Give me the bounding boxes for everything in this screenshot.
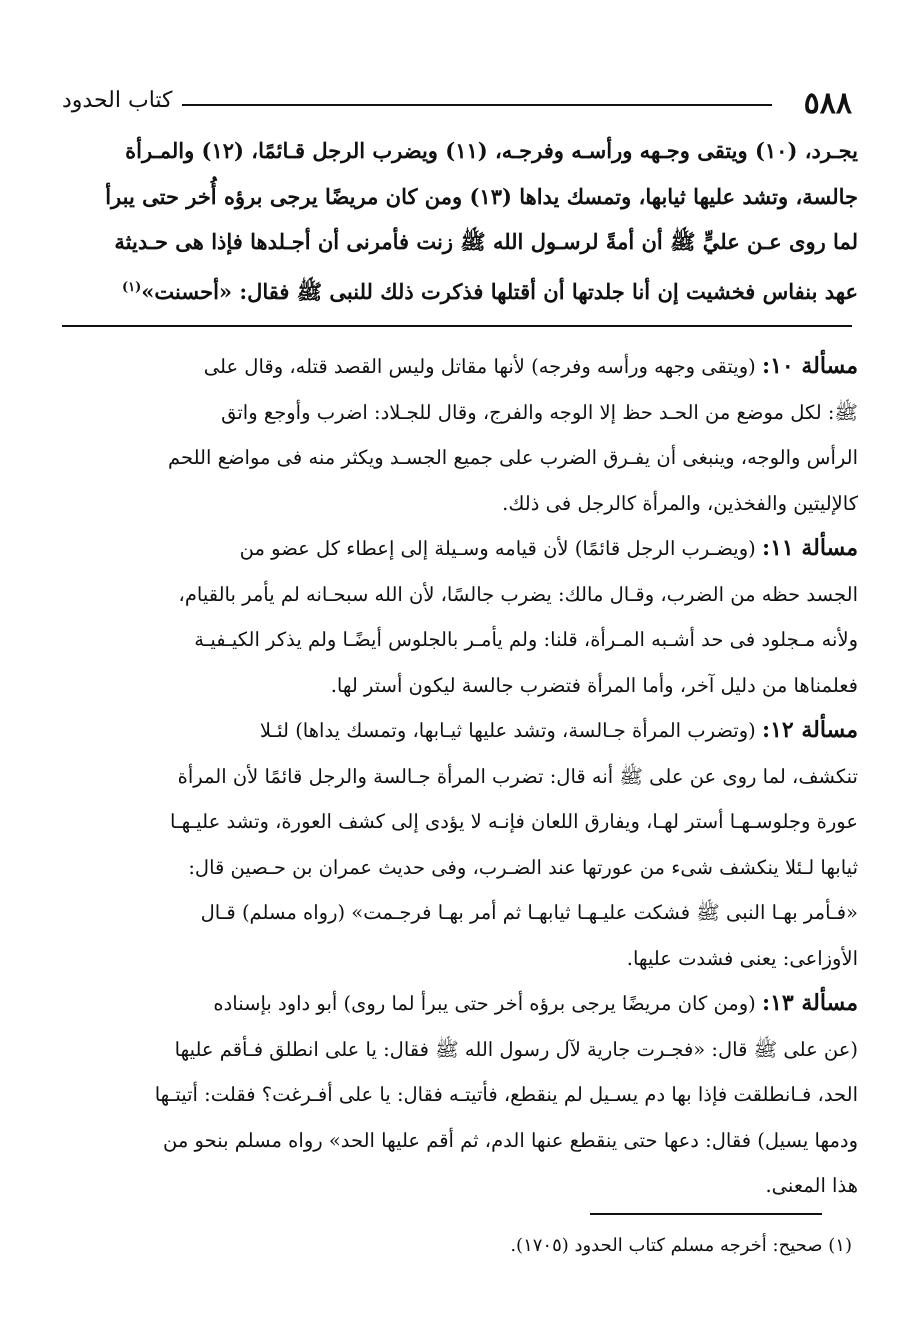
commentary-line: ودمها يسيل) فقال: دعها حتى ينقطع عنها الدم، ثم أقم عليها الحد» رواه مسلم بنحو من: [163, 1128, 858, 1152]
commentary-line: الحد، فـانطلقت فإذا بها دم يسـيل لم ينقطع، فأتيتـه فقال: يا على أفـرغت؟ فقلت: أتيتـها: [154, 1083, 858, 1106]
commentary-line: [58, 526, 858, 572]
commentary-line: «فـأمر بهـا النبى ﷺ فشكت عليـهـا ثيابهـا ثم أمر بهـا فرجـمت» (رواه مسلم) قـال: [200, 901, 858, 924]
commentary-line: الرأس والوجه، وينبغى أن يفـرق الضرب على جميع الجسـد ويكثر منه فى مواضع اللحم: [168, 446, 858, 469]
commentary-line: (عن على ﷺ قال: «فجـرت جارية لآل رسول الله ﷺ فقال: يا على انطلق فـأقم عليها: [174, 1037, 858, 1061]
page-number: ٥٨٨: [803, 86, 852, 121]
masala-heading: مسألة ١٠:: [761, 353, 858, 379]
main-text-line: [58, 265, 858, 315]
commentary-line: هذا المعنى.: [765, 1174, 858, 1197]
commentary-line: [58, 344, 858, 390]
commentary: [58, 344, 858, 1209]
commentary-text: (وتضرب المرأة جـالسة، وتشد عليها ثيـابها، وتمسك يداها) لئـلا: [259, 719, 762, 742]
main-text-line: لما روى عـن عليٍّ ﷺ أن أمةً لرسـول الله ﷺ زنت فأمرنى أن أجـلدها فإذا هى حـديثة: [114, 229, 858, 254]
text-separator-rule: [62, 325, 852, 327]
commentary-line: كالإليتين والفخذين، والمرأة كالرجل فى ذلك.: [502, 491, 858, 515]
main-text-line-content: عهد بنفاس فخشيت إن أنا جلدتها أن أقتلها فذكرت ذلك للنبى ﷺ فقال: «أحسنت»: [141, 278, 858, 304]
commentary-line: الجسد حظه من الضرب، وقـال مالك: يضرب جالسًا، لأن الله سبحـانه لم يأمر بالقيام،: [178, 582, 858, 606]
running-title: كتاب الحدود: [62, 88, 173, 113]
header-rule: [182, 104, 772, 106]
main-text: [58, 128, 858, 314]
commentary-text: (ومن كان مريضًا يرجى برؤه أخر حتى يبرأ لما روى) أبو داود بإسناده: [213, 992, 762, 1015]
masala-heading: مسألة ١١:: [761, 535, 858, 561]
commentary-line: [58, 981, 858, 1027]
commentary-line: تنكشف، لما روى عن على ﷺ أنه قال: تضرب المرأة جـالسة والرجل قائمًا لأن المرأة: [177, 764, 858, 788]
page-header: [62, 84, 852, 124]
footnote-marker: (١): [122, 279, 142, 295]
main-text-line: جالسة، وتشد عليها ثيابها، وتمسك يداها (١٣) ومن كان مريضًا يرجى برؤه أُخر حتى يبرأ: [105, 183, 858, 209]
commentary-line: [58, 708, 858, 754]
commentary-line: فعلمناها من دليل آخر، وأما المرأة فتضرب جالسة ليكون أستر لها.: [330, 673, 858, 697]
commentary-line: الأوزاعى: يعنى فشدت عليها.: [626, 946, 858, 970]
commentary-text: (ويضـرب الرجل قائمًا) لأن قيامه وسـيلة إلى إعطاء كل عضو من: [239, 537, 762, 560]
commentary-text: (ويتقى وجهه ورأسه وفرجه) لأنها مقاتل وليس القصد قتله، وقال على: [203, 355, 762, 378]
masala-heading: مسألة ١٣:: [761, 990, 858, 1016]
commentary-line: ولأنه مـجلود فى حد أشـبه المـرأة، قلنا: ولم يأمـر بالجلوس أيضًـا ولم يذكر الكيـفيـة: [194, 628, 858, 651]
commentary-line: ثيابها لـئلا ينكشف شىء من عورتها عند الضـرب، وفى حديث عمران بن حـصين قال:: [188, 855, 858, 879]
commentary-line: ﷺ: لكل موضع من الحـد حظ إلا الوجه والفرج، وقال للجـلاد: اضرب وأوجع واتق: [221, 400, 858, 424]
footnote-rule: [590, 1213, 822, 1215]
masala-heading: مسألة ١٢:: [761, 717, 858, 743]
commentary-line: عورة وجلوسـهـا أستر لهـا، ويفارق اللعان فإنـه لا يؤدى إلى كشف العورة، وتشد عليـهـا: [169, 810, 858, 833]
footnote: (١) صحيح: أخرجه مسلم كتاب الحدود (١٧٠٥).: [510, 1235, 852, 1256]
main-text-line: يجـرد، (١٠) ويتقى وجـهه ورأسـه وفرجـه، (١١) ويضرب الرجل قـائمًا، (١٢) والمـرأة: [125, 138, 858, 163]
